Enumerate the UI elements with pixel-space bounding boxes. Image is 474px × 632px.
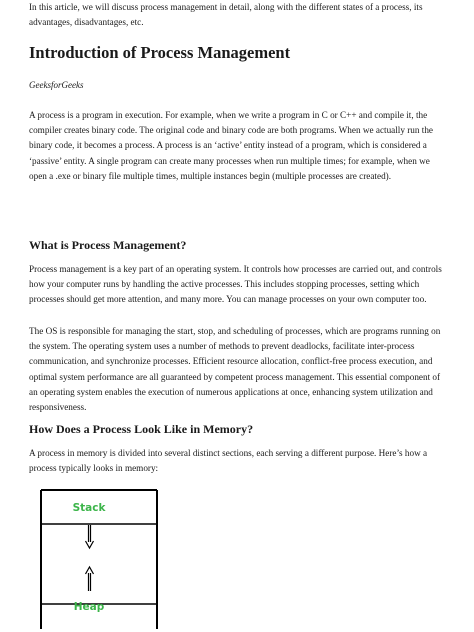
heap-segment-label: Heap (73, 601, 105, 613)
intro-paragraph-2: In this article, we will discuss process management in detail, along with the different states of a process, its advantages, disadvantages, etc. (29, 2, 423, 28)
article-author: GeeksforGeeks (29, 80, 84, 90)
intro-paragraph-1: A process is a program in execution. For example, when we write a program in C or C++ and compile it, the compiler creates binary code. The original code and binary code are both programs. When we actually run the binary code, it becomes a process. A process is an ‘active’ entity instead of a program, which is considered a ‘passive’ entity. A single program can create many processes when run multiple times; for example, when we open a .exe or binary file multiple times, multiple instances begin (multiple processes are created). (29, 110, 434, 181)
section-2-paragraph-1: A process in memory is divided into several distinct sections, each serving a different purpose. Here’s how a process typically looks in memory: (29, 448, 428, 474)
stack-segment-label: Stack (72, 502, 106, 514)
process-memory-diagram (40, 489, 158, 629)
article-title: Introduction of Process Management (29, 43, 291, 62)
section-heading-process-in-memory: How Does a Process Look Like in Memory? (29, 422, 254, 436)
heap-growth-arrow-up (86, 567, 94, 591)
memory-layout-svg (40, 489, 158, 629)
section-1-paragraph-1: Process management is a key part of an operating system. It controls how processes are carried out, and controls how your computer runs by handling the active processes. This includes stopping processes, setting which processes should get more attention, and many more. You can manage processes on your own computer too. (29, 264, 442, 305)
section-1-paragraph-2: The OS is responsible for managing the start, stop, and scheduling of processes, which are programs running on the system. The operating system uses a number of methods to prevent deadlocks, facilitate inter-process communication, and synchronize processes. Efficient resource allocation, conflict-free process execution, and optimal system performance are all guaranteed by competent process management. This essential component of an operating system enables the execution of numerous applications at once, enhancing system utilization and responsiveness. (29, 326, 441, 413)
stack-growth-arrow-down (86, 525, 94, 548)
section-heading-what-is-process-management: What is Process Management? (29, 238, 187, 252)
